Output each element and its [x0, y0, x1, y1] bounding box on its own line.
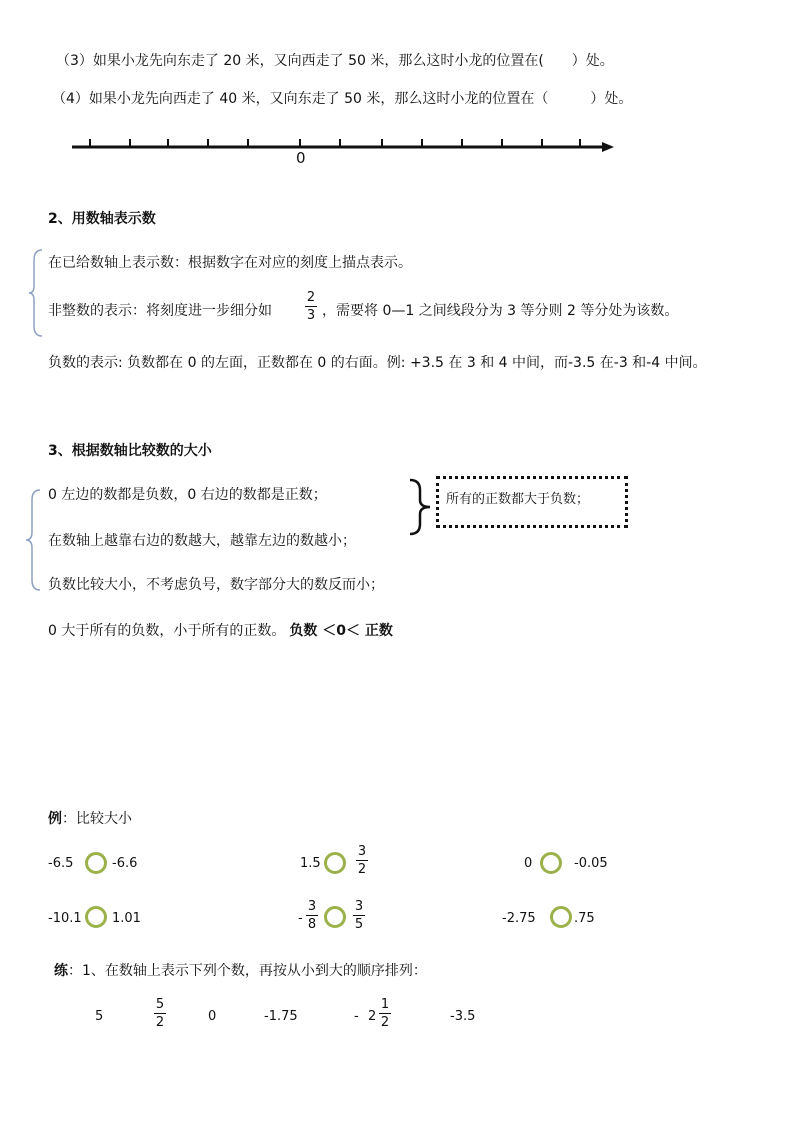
practice-label — [54, 960, 427, 980]
note-box-text: 所有的正数都大于负数； — [446, 492, 590, 507]
practice-number-5-sign: - — [354, 1009, 359, 1024]
number-line-arrow — [602, 142, 614, 152]
example-2b-fraction-1 — [306, 899, 318, 932]
example-1b-fraction — [356, 844, 368, 877]
example-2a-left: -10.1 — [48, 911, 82, 926]
compare-circle-1b[interactable] — [324, 852, 346, 874]
question-4: （4）如果小龙先向西走了 40 米，又向东走了 50 米，那么这时小龙的位置在（ ）处。 — [52, 91, 633, 107]
example-1a-right: -6.6 — [112, 856, 138, 871]
section-2-line-2-before: 非整数的表示：将刻度进一步细分如 — [48, 303, 272, 319]
practice-fraction-1-2 — [379, 997, 391, 1030]
section-2-line-2-after: ，需要将 0—1 之间线段分为 3 等分则 2 等分处为该数。 — [322, 303, 679, 319]
compare-circle-1c[interactable] — [540, 852, 562, 874]
practice-number-5-whole: 2 — [368, 1009, 377, 1024]
example-1c-right: -0.05 — [574, 856, 608, 871]
fraction-numerator: 3 — [357, 844, 367, 859]
section-3-right-brace — [408, 478, 432, 536]
practice-number-4: -1.75 — [264, 1009, 298, 1024]
section-2-line-1: 在已给数轴上表示数：根据数字在对应的刻度上描点表示。 — [48, 255, 412, 271]
fraction-denominator: 5 — [354, 917, 364, 932]
compare-circle-2b[interactable] — [324, 906, 346, 928]
practice-number-6: -3.5 — [450, 1009, 476, 1024]
example-1a-left: -6.5 — [48, 856, 74, 871]
fraction-denominator: 2 — [380, 1015, 390, 1030]
example-2c-right: .75 — [574, 911, 595, 926]
section-3-left-brace — [24, 488, 42, 592]
number-line — [68, 134, 620, 170]
fraction-numerator: 1 — [380, 997, 390, 1012]
example-2a-right: 1.01 — [112, 911, 141, 926]
fraction-two-thirds — [305, 290, 317, 323]
fraction-denominator: 2 — [357, 862, 367, 877]
compare-circle-2a[interactable] — [85, 906, 107, 928]
example-1b-left: 1.5 — [300, 856, 321, 871]
compare-circle-2c[interactable] — [550, 906, 572, 928]
example-label-rest: ：比较大小 — [62, 811, 132, 827]
section-3-line-1: 0 左边的数都是负数，0 右边的数都是正数； — [48, 487, 327, 503]
example-2b-fraction-2 — [353, 899, 365, 932]
section-3-line-2: 在数轴上越靠右边的数越大，越靠左边的数越小； — [48, 533, 356, 549]
question-3: （3）如果小龙先向东走了 20 米，又向西走了 50 米，那么这时小龙的位置在( ）处。 — [56, 53, 614, 69]
example-2c-left: -2.75 — [502, 911, 536, 926]
section-2-line-3: 负数的表示: 负数都在 0 的左面，正数都在 0 的右面。例: +3.5 在 3 和 4 中间，而-3.5 在-3 和-4 中间。 — [48, 355, 707, 371]
section-2-title: 2、用数轴表示数 — [48, 211, 156, 227]
fraction-numerator: 5 — [155, 997, 165, 1012]
practice-fraction-5-2 — [154, 997, 166, 1030]
number-line-zero-label: 0 — [296, 149, 306, 167]
example-2b-sign: - — [298, 911, 303, 926]
example-1c-left: 0 — [524, 856, 533, 871]
section-3-title: 3、根据数轴比较数的大小 — [48, 443, 212, 459]
example-label — [48, 808, 132, 828]
practice-number-3: 0 — [208, 1009, 217, 1024]
fraction-numerator: 2 — [306, 290, 316, 305]
section-3-line-4 — [48, 620, 393, 640]
compare-circle-1a[interactable] — [85, 852, 107, 874]
practice-number-1: 5 — [95, 1009, 104, 1024]
fraction-denominator: 2 — [155, 1015, 165, 1030]
section-2-brace — [28, 248, 44, 338]
fraction-numerator: 3 — [307, 899, 317, 914]
fraction-numerator: 3 — [354, 899, 364, 914]
example-label-bold: 例 — [48, 811, 62, 827]
section-3-line-3: 负数比较大小，不考虑负号，数字部分大的数反而小； — [48, 577, 384, 593]
practice-label-rest: ：1、在数轴上表示下列个数，再按从小到大的顺序排列： — [68, 963, 427, 979]
fraction-denominator: 3 — [306, 308, 316, 323]
section-3-line-4-plain: 0 大于所有的负数，小于所有的正数。 — [48, 623, 286, 639]
practice-label-bold: 练 — [54, 963, 68, 979]
fraction-denominator: 8 — [307, 917, 317, 932]
section-3-line-4-bold: 负数 ＜0＜ 正数 — [289, 623, 393, 639]
